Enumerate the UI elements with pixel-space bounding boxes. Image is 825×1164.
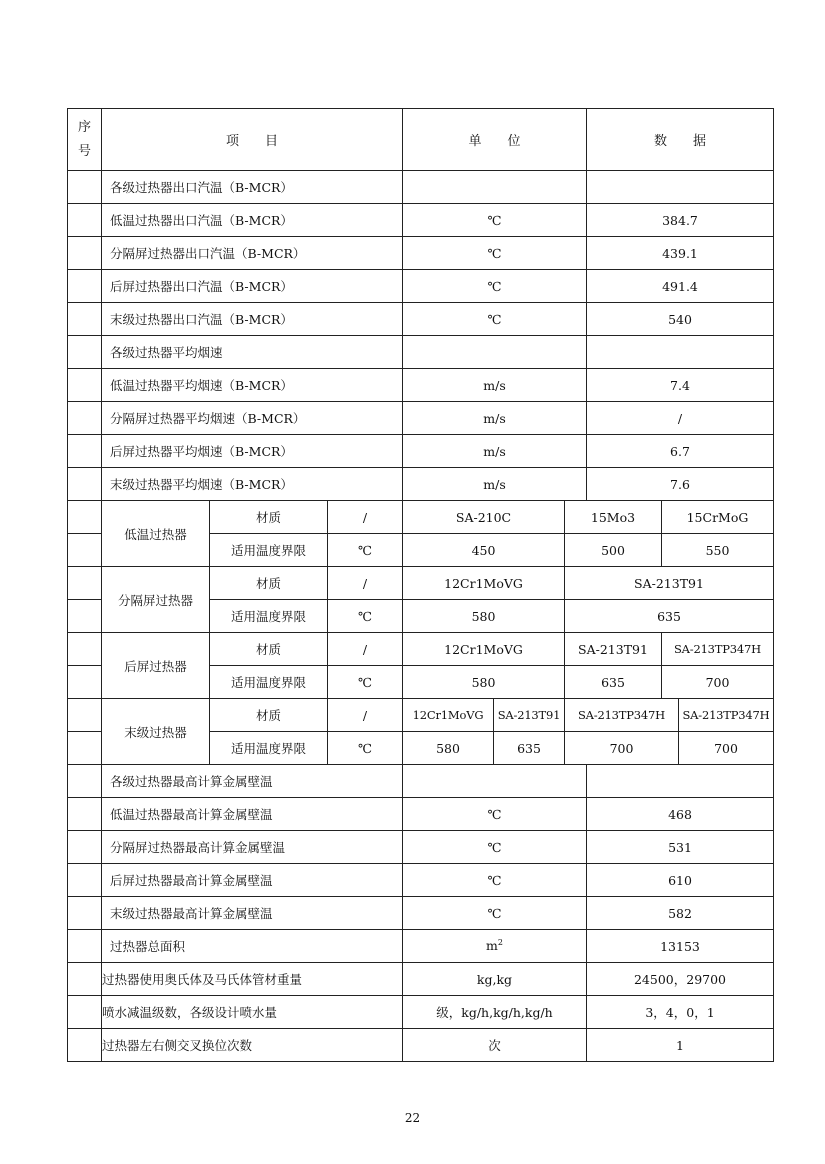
- temp-unit: ℃: [328, 600, 403, 633]
- row-item: 分隔屏过热器出口汽温（B-MCR）: [102, 237, 403, 270]
- temp-cell: 635: [565, 600, 774, 633]
- row-unit: 次: [403, 1029, 587, 1062]
- temp-unit: ℃: [328, 732, 403, 765]
- table-row: [68, 402, 774, 435]
- material-row: [68, 567, 774, 600]
- table-row: [68, 204, 774, 237]
- row-unit: 级，kg/h,kg/h,kg/h: [403, 996, 587, 1029]
- row-value: 13153: [587, 930, 774, 963]
- row-value: 468: [587, 798, 774, 831]
- row-value: 610: [587, 864, 774, 897]
- table-row: [68, 336, 774, 369]
- row-unit: ℃: [403, 237, 587, 270]
- row-value: /: [587, 402, 774, 435]
- material-cell: 15Mo3: [565, 501, 662, 534]
- row-unit: m/s: [403, 369, 587, 402]
- material-cell: SA-213T91: [494, 699, 565, 732]
- row-unit: $m^2$: [403, 930, 587, 963]
- row-item: 低温过热器平均烟速（B-MCR）: [102, 369, 403, 402]
- row-unit: ℃: [403, 798, 587, 831]
- temp-cell: 580: [403, 666, 565, 699]
- superheater-name: 低温过热器: [102, 501, 210, 567]
- table-row: [68, 237, 774, 270]
- row-item: 分隔屏过热器平均烟速（B-MCR）: [102, 402, 403, 435]
- row-item: 后屏过热器平均烟速（B-MCR）: [102, 435, 403, 468]
- section-title: 各级过热器平均烟速: [102, 336, 403, 369]
- table-header: [68, 109, 774, 171]
- material-cell: SA-213TP347H: [679, 699, 774, 732]
- temp-cell: 700: [679, 732, 774, 765]
- superheater-name: 分隔屏过热器: [102, 567, 210, 633]
- material-label: 材质: [210, 567, 328, 600]
- row-item: 过热器使用奥氏体及马氏体管材重量: [102, 963, 403, 996]
- row-value: 582: [587, 897, 774, 930]
- row-value: 1: [587, 1029, 774, 1062]
- section-title: 各级过热器出口汽温（B-MCR）: [102, 171, 403, 204]
- table-row: [68, 864, 774, 897]
- material-label: 材质: [210, 699, 328, 732]
- superheater-name: 后屏过热器: [102, 633, 210, 699]
- table-row: [68, 435, 774, 468]
- material-cell: SA-213TP347H: [565, 699, 679, 732]
- row-unit: ℃: [403, 864, 587, 897]
- temp-cell: 450: [403, 534, 565, 567]
- temp-cell: 635: [494, 732, 565, 765]
- row-value: 531: [587, 831, 774, 864]
- temp-cell: 580: [403, 600, 565, 633]
- material-cell: SA-210C: [403, 501, 565, 534]
- temp-unit: ℃: [328, 666, 403, 699]
- header-item: 项 目: [102, 109, 403, 171]
- material-row: [68, 699, 774, 732]
- row-unit: ℃: [403, 831, 587, 864]
- table-row: [68, 270, 774, 303]
- row-value: 384.7: [587, 204, 774, 237]
- row-item: 喷水减温级数，各级设计喷水量: [102, 996, 403, 1029]
- material-cell: 15CrMoG: [662, 501, 774, 534]
- table-row: [68, 468, 774, 501]
- row-item: 低温过热器出口汽温（B-MCR）: [102, 204, 403, 237]
- row-value: 7.6: [587, 468, 774, 501]
- row-value: 24500，29700: [587, 963, 774, 996]
- header-data: 数 据: [587, 109, 774, 171]
- superheater-name: 末级过热器: [102, 699, 210, 765]
- table-row: [68, 171, 774, 204]
- row-unit: kg,kg: [403, 963, 587, 996]
- material-row: [68, 501, 774, 534]
- row-unit: m/s: [403, 468, 587, 501]
- material-row: [68, 633, 774, 666]
- material-unit: /: [328, 567, 403, 600]
- row-item: 末级过热器最高计算金属壁温: [102, 897, 403, 930]
- table-row: [68, 369, 774, 402]
- temp-unit: ℃: [328, 534, 403, 567]
- row-unit: m/s: [403, 435, 587, 468]
- superheater-spec-table: [67, 108, 774, 1062]
- material-cell: 12Cr1MoVG: [403, 699, 494, 732]
- section-title: 各级过热器最高计算金属壁温: [102, 765, 403, 798]
- row-value: 3，4，0，1: [587, 996, 774, 1029]
- row-unit: ℃: [403, 270, 587, 303]
- material-cell: 12Cr1MoVG: [403, 567, 565, 600]
- table-row: [68, 897, 774, 930]
- temp-cell: 635: [565, 666, 662, 699]
- temp-cell: 580: [403, 732, 494, 765]
- row-item: 过热器总面积: [102, 930, 403, 963]
- table-row: [68, 996, 774, 1029]
- material-cell: SA-213T91: [565, 633, 662, 666]
- material-cell: 12Cr1MoVG: [403, 633, 565, 666]
- row-unit: ℃: [403, 204, 587, 237]
- page-number: 22: [404, 1111, 421, 1125]
- table-row: [68, 765, 774, 798]
- temp-cell: 700: [565, 732, 679, 765]
- table-row: [68, 831, 774, 864]
- material-unit: /: [328, 501, 403, 534]
- material-unit: /: [328, 699, 403, 732]
- row-item: 过热器左右侧交叉换位次数: [102, 1029, 403, 1062]
- table-row: [68, 798, 774, 831]
- temp-cell: 550: [662, 534, 774, 567]
- temp-limit-label: 适用温度界限: [210, 666, 328, 699]
- row-item: 后屏过热器出口汽温（B-MCR）: [102, 270, 403, 303]
- row-value: 439.1: [587, 237, 774, 270]
- table-row: [68, 1029, 774, 1062]
- temp-cell: 500: [565, 534, 662, 567]
- table-row: [68, 930, 774, 963]
- material-label: 材质: [210, 633, 328, 666]
- temp-limit-label: 适用温度界限: [210, 600, 328, 633]
- row-unit: ℃: [403, 303, 587, 336]
- table-row: [68, 303, 774, 336]
- row-item: 后屏过热器最高计算金属壁温: [102, 864, 403, 897]
- material-unit: /: [328, 633, 403, 666]
- temp-limit-label: 适用温度界限: [210, 534, 328, 567]
- material-label: 材质: [210, 501, 328, 534]
- row-value: 491.4: [587, 270, 774, 303]
- row-value: 6.7: [587, 435, 774, 468]
- temp-cell: 700: [662, 666, 774, 699]
- row-value: 7.4: [587, 369, 774, 402]
- row-item: 末级过热器平均烟速（B-MCR）: [102, 468, 403, 501]
- header-seq: 序 号: [68, 109, 102, 171]
- material-cell: SA-213T91: [565, 567, 774, 600]
- header-unit: 单 位: [403, 109, 587, 171]
- row-item: 低温过热器最高计算金属壁温: [102, 798, 403, 831]
- row-item: 末级过热器出口汽温（B-MCR）: [102, 303, 403, 336]
- temp-limit-label: 适用温度界限: [210, 732, 328, 765]
- row-unit: ℃: [403, 897, 587, 930]
- row-item: 分隔屏过热器最高计算金属壁温: [102, 831, 403, 864]
- row-unit: m/s: [403, 402, 587, 435]
- row-value: 540: [587, 303, 774, 336]
- material-cell: SA-213TP347H: [662, 633, 774, 666]
- table-row: [68, 963, 774, 996]
